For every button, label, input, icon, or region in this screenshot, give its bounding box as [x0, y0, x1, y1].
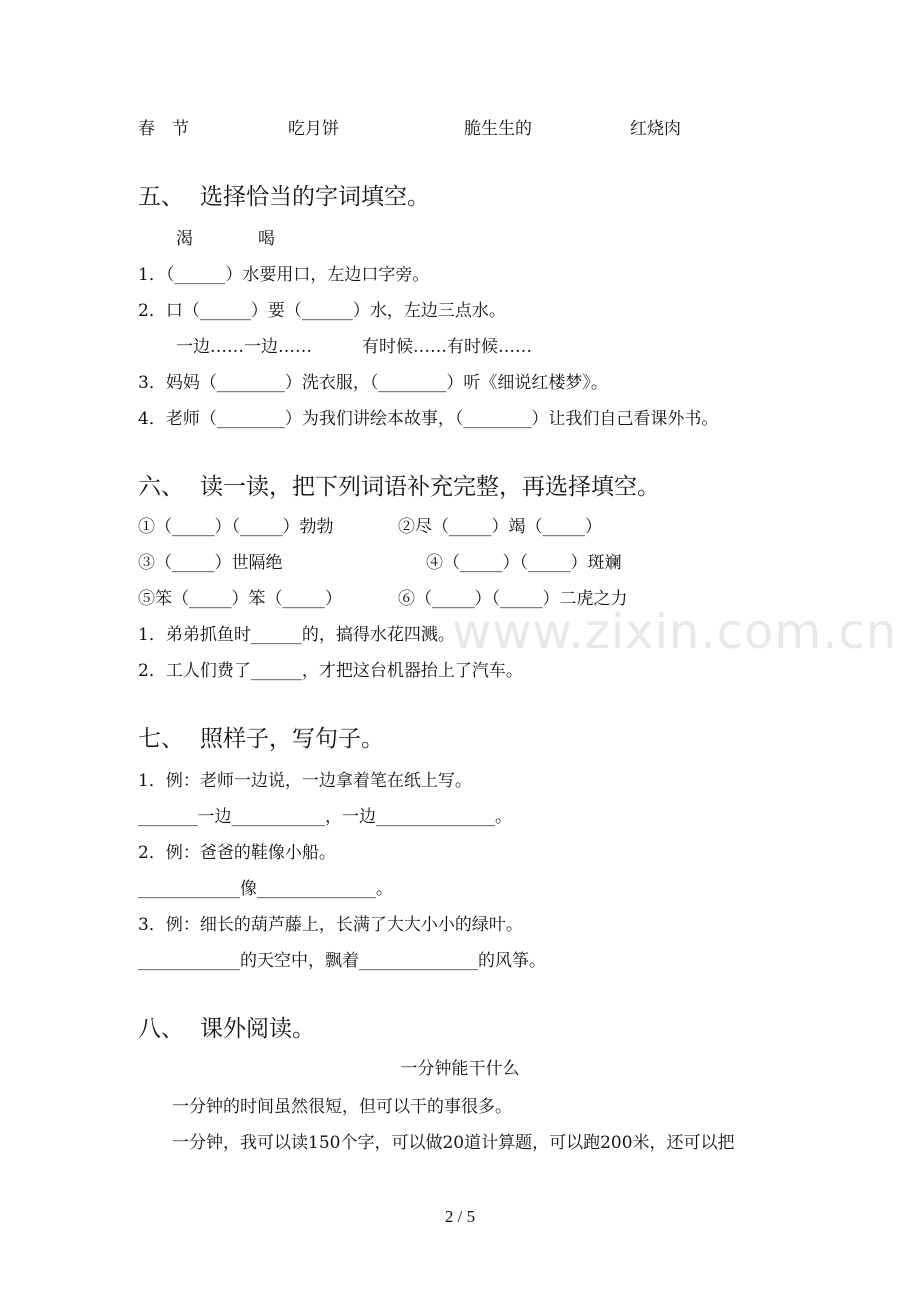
- idiom-5: ⑤笨（_____）笨（_____）: [138, 589, 342, 609]
- section-6-heading: [138, 472, 660, 502]
- idiom-3: ③（_____）世隔绝: [138, 553, 283, 573]
- choice-he: 喝: [258, 229, 275, 249]
- section-5-title: 选择恰当的字词填空。: [200, 184, 430, 210]
- section-8-number: 八、: [138, 1016, 184, 1042]
- passage-title: 一分钟能干什么: [400, 1059, 520, 1079]
- s7-line-6: ____________的天空中，飘着______________的风筝。: [138, 951, 546, 971]
- s7-line-3: 2．例：爸爸的鞋像小船。: [138, 843, 336, 863]
- paragraph-1: 一分钟的时间虽然很短，但可以干的事很多。: [172, 1097, 512, 1117]
- s7-line-2: _______一边___________，一边______________。: [138, 807, 512, 827]
- word-cuishengsheng: 脆生生的: [464, 119, 532, 139]
- section-7-title: 照样子，写句子。: [200, 726, 384, 752]
- s7-line-4: ____________像______________。: [138, 879, 393, 899]
- s6-item-1: 1．弟弟抓鱼时______的，搞得水花四溅。: [138, 625, 455, 645]
- section-8-title: 课外阅读。: [200, 1016, 315, 1042]
- choice-youshihou: 有时候……有时候……: [362, 337, 532, 357]
- section-7-number: 七、: [138, 726, 184, 752]
- s7-line-5: 3．例：细长的葫芦藤上，长满了大大小小的绿叶。: [138, 915, 523, 935]
- s7-line-1: 1．例：老师一边说，一边拿着笔在纸上写。: [138, 771, 472, 791]
- section-6-title: 读一读，把下列词语补充完整，再选择填空。: [200, 474, 660, 500]
- word-chiyuebing: 吃月饼: [288, 119, 339, 139]
- s5-item-2: 2．口（______）要（______）水，左边三点水。: [138, 301, 506, 321]
- choice-yibian: 一边……一边……: [176, 337, 312, 357]
- s5-item-1: 1．（______）水要用口，左边口字旁。: [138, 265, 430, 285]
- s5-item-4: 4．老师（________）为我们讲绘本故事，（________）让我们自己看课外书。: [138, 409, 719, 429]
- paragraph-2: 一分钟，我可以读150个字，可以做20道计算题，可以跑200米，还可以把: [172, 1133, 735, 1153]
- section-8-heading: [138, 1014, 315, 1044]
- word-hongshaorou: 红烧肉: [630, 119, 681, 139]
- section-6-number: 六、: [138, 474, 184, 500]
- idiom-2: ②尽（_____）竭（_____）: [398, 517, 602, 537]
- idiom-4: ④（_____）（_____）斑斓: [426, 553, 622, 573]
- idiom-1: ①（_____）（_____）勃勃: [138, 517, 334, 537]
- s6-item-2: 2．工人们费了______，才把这台机器抬上了汽车。: [138, 661, 523, 681]
- section-5-heading: [138, 182, 430, 212]
- s5-item-3: 3．妈妈（________）洗衣服，（________）听《细说红楼梦》。: [138, 373, 608, 393]
- section-5-number: 五、: [138, 184, 184, 210]
- choice-ke: 渴: [176, 229, 193, 249]
- section-7-heading: [138, 724, 384, 754]
- idiom-6: ⑥（_____）（_____）二虎之力: [398, 589, 628, 609]
- page-number: 2 / 5: [444, 1207, 476, 1226]
- word-chunjie: 春 节: [138, 119, 189, 139]
- watermark: www.zixin.com.cn: [452, 604, 898, 660]
